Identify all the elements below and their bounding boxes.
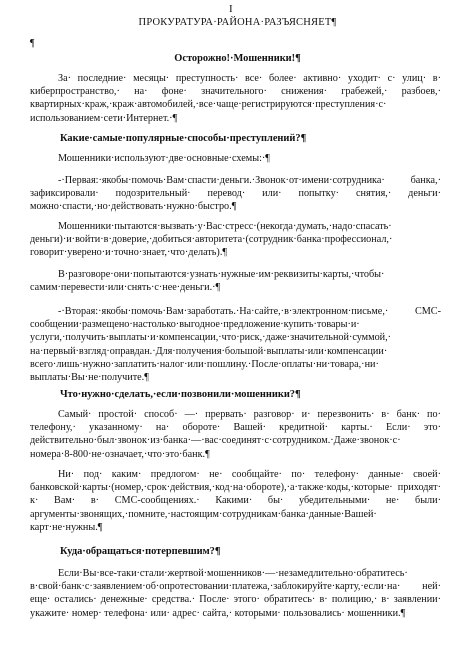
paragraph-call-bank: Самый· простой· способ· —· прервать· разговор· и· перезвонить· в· банк· по· телефону,· указанному· на· обороте· Вашей· кредитной· карты.· Если· это· действительно·был·звонок·из·банка·—·вас·соединят·с·сотрудником.·Даже·звонок·с· номера·8-800·не·означает,·что·это·банк.¶ xyxy=(30,409,441,460)
empty-paragraph-mark: ¶ xyxy=(30,38,35,49)
paragraph-victims: Если·Вы·все-таки·стали·жертвой·мошенников·—·незамедлительно·обратитесь· в·свой·банк·с·заявлением·об·опротестовании·платежа,·заблокируйте·карту,·если·на· ней· еще· остались· денежные· средства.· После· этого· обратитесь· в· полицию,· в· заявлении· укажите· номер· телефона· или· адрес· сайта,· которыми· пользовались· мошенники.¶ xyxy=(30,568,441,619)
paragraph-card-details: В·разговоре·они·попытаются·узнать·нужные·им·реквизиты·карты,·чтобы· самим·перевести·или·снять·с·нее·деньги.·¶ xyxy=(30,269,385,294)
document-title: ПРОКУРАТУРА·РАЙОНА·РАЗЪЯСНЯЕТ¶ xyxy=(138,17,337,28)
paragraph-do-not-share: Ни· под· каким· предлогом· не· сообщайте· по· телефону· данные· своей· банковской·карты·(номер,·срок·действия,·код·на·обороте),·а·также·коды,·которые· приходят· к· Вам· в· СМС-сообщениях.· Какими· бы· убедительными· не· были· аргументы·звонящих,·помните,·настоящим·сотрудникам·банка·данные·Вашей· карт·не·нужны.¶ xyxy=(30,469,441,533)
text-cursor: I xyxy=(229,3,233,15)
heading-popular-methods: Какие·самые·популярные·способы·преступлений?¶ xyxy=(60,133,307,144)
paragraph-stress: Мошенники·пытаются·вызвать·у·Вас·стресс·(некогда·думать,·надо·спасать· деньги)·и·войти·в·доверие,·добиться·авторитета·(сотрудник·банка·профессионал,· говорит·уверено·и·точно·знает,·что·делать).¶ xyxy=(30,221,393,259)
paragraph-scheme-two: -·Вторая:·якобы·помочь·Вам·заработать.·На·сайте,·в·электронном·письме,· СМС-сообщении·размещено·настолько·выгодное·предложение·купить·товары·и· услуги,·получить·выплаты·и·компенсации,·что·риск,·даже·значительной·суммой,· на·первый·взгляд·оправдан.·Для·получения·большой·выплаты·или·компенсации· всего·лишь·нужно·заплатить·налог·или·пошлину.·После·оплаты·ни·товара,·ни· выплаты·Вы·не·получите.¶ xyxy=(30,306,441,384)
heading-where-to-apply: Куда·обращаться·потерпевшим?¶ xyxy=(60,546,221,557)
subheading: Осторожно!·Мошенники!¶ xyxy=(174,53,301,64)
heading-what-to-do: Что·нужно·сделать,·если·позвонили·мошенники?¶ xyxy=(60,389,301,400)
paragraph-scheme-one: -·Первая:·якобы·помочь·Вам·спасти·деньги.·Звонок·от·имени·сотрудника· банка,· зафиксировали· подозрительный· перевод· или· попытку· снятия,· деньги· можно·спасти,·но·действовать·нужно·быстро.¶ xyxy=(30,175,441,213)
paragraph-two-schemes: Мошенники·используют·две·основные·схемы:·¶ xyxy=(58,153,270,164)
paragraph-intro: За· последние· месяцы· преступность· все· более· активно· уходит· с· улиц· в· киберпространство,· на· фоне· значительного· снижения· грабежей,· разбоев,· квартирных·краж,·краж·автомобилей,·все·чаще·регистрируются·преступления·с· использованием·сети·Интернет.·¶ xyxy=(30,73,441,124)
